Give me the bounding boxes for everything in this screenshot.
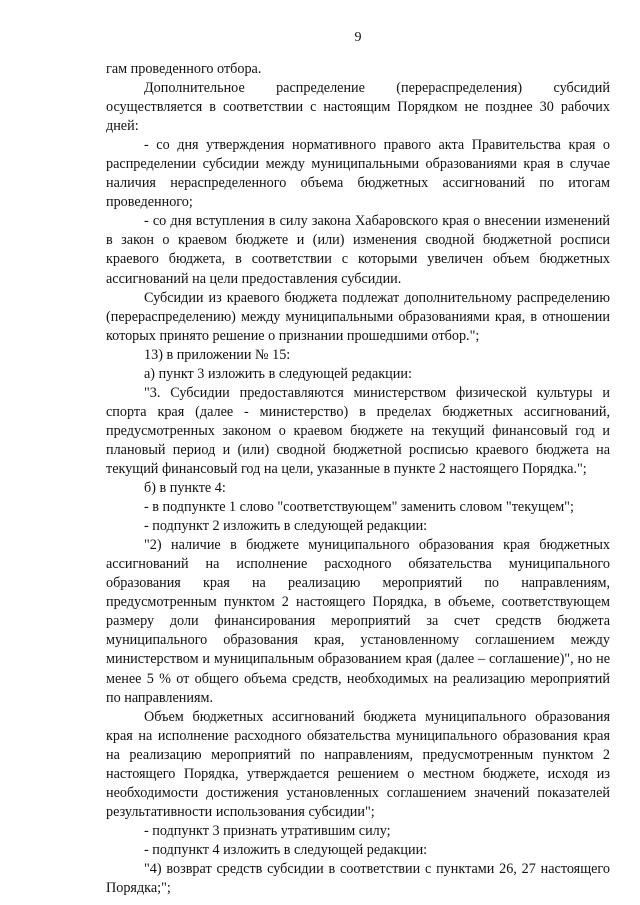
paragraph-15: - подпункт 4 изложить в следующей редакции: bbox=[144, 841, 428, 858]
paragraph-3: - со дня утверждения нормативного правого акта Правительства края о распределении субсидии между муниципальными образованиями края в случае наличия нераспределенного объема бюджетных ассигнований по итогам проведенного; bbox=[106, 137, 610, 211]
paragraph-6: 13) в приложении № 15: bbox=[144, 346, 291, 363]
paragraph-5: Субсидии из краевого бюджета подлежат дополнительному распределению (перераспределению) между муниципальными образованиями края, в отношении которых принято решение о признании прошедшими отбор."; bbox=[106, 289, 610, 344]
paragraph-16: "4) возврат средств субсидии в соответствии с пунктами 26, 27 настоящего Порядка;"; bbox=[106, 860, 610, 897]
paragraph-12: "2) наличие в бюджете муниципального образования края бюджетных ассигнований на исполнение расходного обязательства муниципального образования края на реализацию мероприятий по направлениям, предусмотренным пунктом 2 настоящего Порядка, в объеме, соответствующем размеру доли финансирования мероприятий за счет средств бюджета муниципального образования края, установленному соглашением между министерством и муниципальным образованием края (далее – соглашение)", но не менее 5 % от общего объема средств, необходимых на реализацию мероприятий по направлениям. bbox=[106, 537, 610, 706]
paragraph-9: б) в пункте 4: bbox=[144, 480, 226, 497]
paragraph-14: - подпункт 3 признать утратившим силу; bbox=[144, 822, 391, 839]
paragraph-4: - со дня вступления в силу закона Хабаровского края о внесении изменений в закон о краевом бюджете и (или) изменения сводной бюджетной росписи краевого бюджета, в соответствии с которыми увеличен объем бюджетных ассигнований на цели предоставления субсидии. bbox=[106, 213, 610, 287]
document-body bbox=[106, 60, 610, 898]
paragraph-10: - в подпункте 1 слово "соответствующем" заменить словом "текущем"; bbox=[144, 499, 574, 516]
paragraph-13: Объем бюджетных ассигнований бюджета муниципального образования края на исполнение расходного обязательства муниципального образования края на реализацию мероприятий по направлениям, предусмотренным пунктом 2 настоящего Порядка, утверждается решением о местном бюджете, исходя из необходимости достижения установленных соглашением значений показателей результативности использования субсидии"; bbox=[106, 708, 610, 820]
paragraph-7: а) пункт 3 изложить в следующей редакции: bbox=[144, 365, 412, 382]
paragraph-2: Дополнительное распределение (перераспределения) субсидий осуществляется в соответствии с настоящим Порядком не позднее 30 рабочих дней: bbox=[106, 80, 610, 135]
paragraph-1: гам проведенного отбора. bbox=[106, 61, 262, 77]
page-number: 9 bbox=[354, 30, 362, 45]
paragraph-8: "3. Субсидии предоставляются министерством физической культуры и спорта края (далее - министерство) в пределах бюджетных ассигнований, предусмотренных законом о краевом бюджете на текущий финансовый год и плановый период и (или) сводной бюджетной росписью краевого бюджета на текущий финансовый год на цели, указанные в пункте 2 настоящего Порядка."; bbox=[106, 384, 610, 477]
paragraph-11: - подпункт 2 изложить в следующей редакции: bbox=[144, 518, 428, 535]
